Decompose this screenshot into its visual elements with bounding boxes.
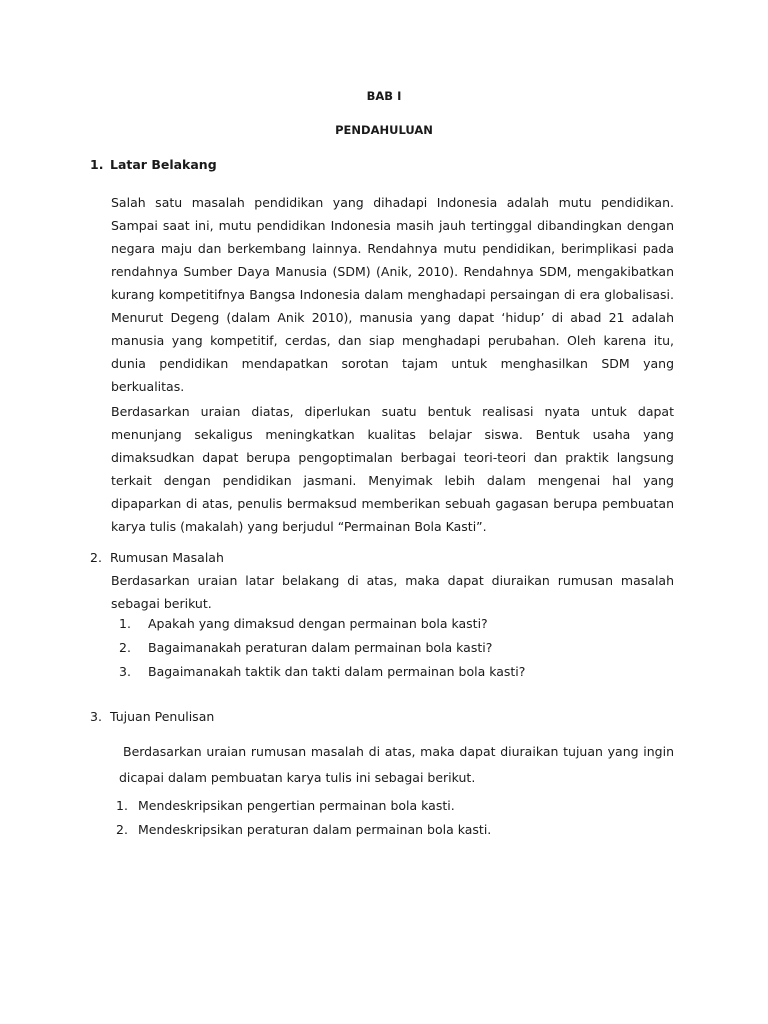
list-item <box>116 798 656 822</box>
section-heading-tujuan-penulisan <box>90 708 214 725</box>
list-number: 1. <box>116 798 128 813</box>
chapter-subtitle: PENDAHULUAN <box>335 123 433 137</box>
section-heading-rumusan-masalah <box>90 549 224 566</box>
section-heading-text: Latar Belakang <box>110 157 217 172</box>
section-number: 1. <box>90 157 104 172</box>
list-item-text: Mendeskripsikan pengertian permainan bola kasti. <box>138 798 455 813</box>
section-heading-text: Rumusan Masalah <box>110 550 224 565</box>
paragraph: Berdasarkan uraian rumusan masalah di atas, maka dapat diuraikan tujuan yang ingin dicapai dalam pembuatan karya tulis ini sebagai berikut. <box>119 744 674 785</box>
list-item-text: Apakah yang dimaksud dengan permainan bola kasti? <box>148 616 488 631</box>
list-number: 2. <box>116 822 128 837</box>
list-number: 2. <box>119 640 131 655</box>
list-item-text: Bagaimanakah peraturan dalam permainan bola kasti? <box>148 640 493 655</box>
list-item <box>119 664 659 688</box>
list-item-text: Bagaimanakah taktik dan takti dalam permainan bola kasti? <box>148 664 526 679</box>
paragraph: Berdasarkan uraian diatas, diperlukan suatu bentuk realisasi nyata untuk dapat menunjang sekaligus meningkatkan kualitas belajar siswa. Bentuk usaha yang dimaksudkan dapat berupa pengoptimalan berbagai teori-teori dan praktik langsung terkait dengan pendidikan jasmani. Menyimak lebih dalam mengenai hal yang dipaparkan di atas, penulis bermaksud memberikan sebuah gagasan berupa pembuatan karya tulis (makalah) yang berjudul “Permainan Bola Kasti”. <box>111 404 674 534</box>
numbered-list <box>119 616 659 688</box>
list-item <box>116 822 656 846</box>
section-number: 3. <box>90 709 102 724</box>
paragraph: Salah satu masalah pendidikan yang dihadapi Indonesia adalah mutu pendidikan. Sampai saat ini, mutu pendidikan Indonesia masih jauh tertinggal dibandingkan dengan negara maju dan berkembang lainnya. Rendahnya mutu pendidikan, berimplikasi pada rendahnya Sumber Daya Manusia (SDM) (Anik, 2010). Rendahnya SDM, mengakibatkan kurang kompetitifnya Bangsa Indonesia dalam menghadapi persaingan di era globalisasi. Menurut Degeng (dalam Anik 2010), manusia yang dapat ‘hidup’ di abad 21 adalah manusia yang kompetitif, cerdas, dan siap menghadapi perubahan. Oleh karena itu, dunia pendidikan mendapatkan sorotan tajam untuk menghasilkan SDM yang berkualitas. <box>111 195 674 394</box>
list-item <box>119 640 659 664</box>
list-number: 3. <box>119 664 131 679</box>
numbered-list <box>116 798 656 846</box>
paragraph: Berdasarkan uraian latar belakang di atas, maka dapat diuraikan rumusan masalah sebagai berikut. <box>111 573 674 611</box>
section-number: 2. <box>90 550 102 565</box>
section-heading-text: Tujuan Penulisan <box>110 709 215 724</box>
list-item-text: Mendeskripsikan peraturan dalam permainan bola kasti. <box>138 822 492 837</box>
section-heading-latar-belakang <box>90 156 217 173</box>
list-item <box>119 616 659 640</box>
list-number: 1. <box>119 616 131 631</box>
chapter-title: BAB I <box>366 89 402 103</box>
